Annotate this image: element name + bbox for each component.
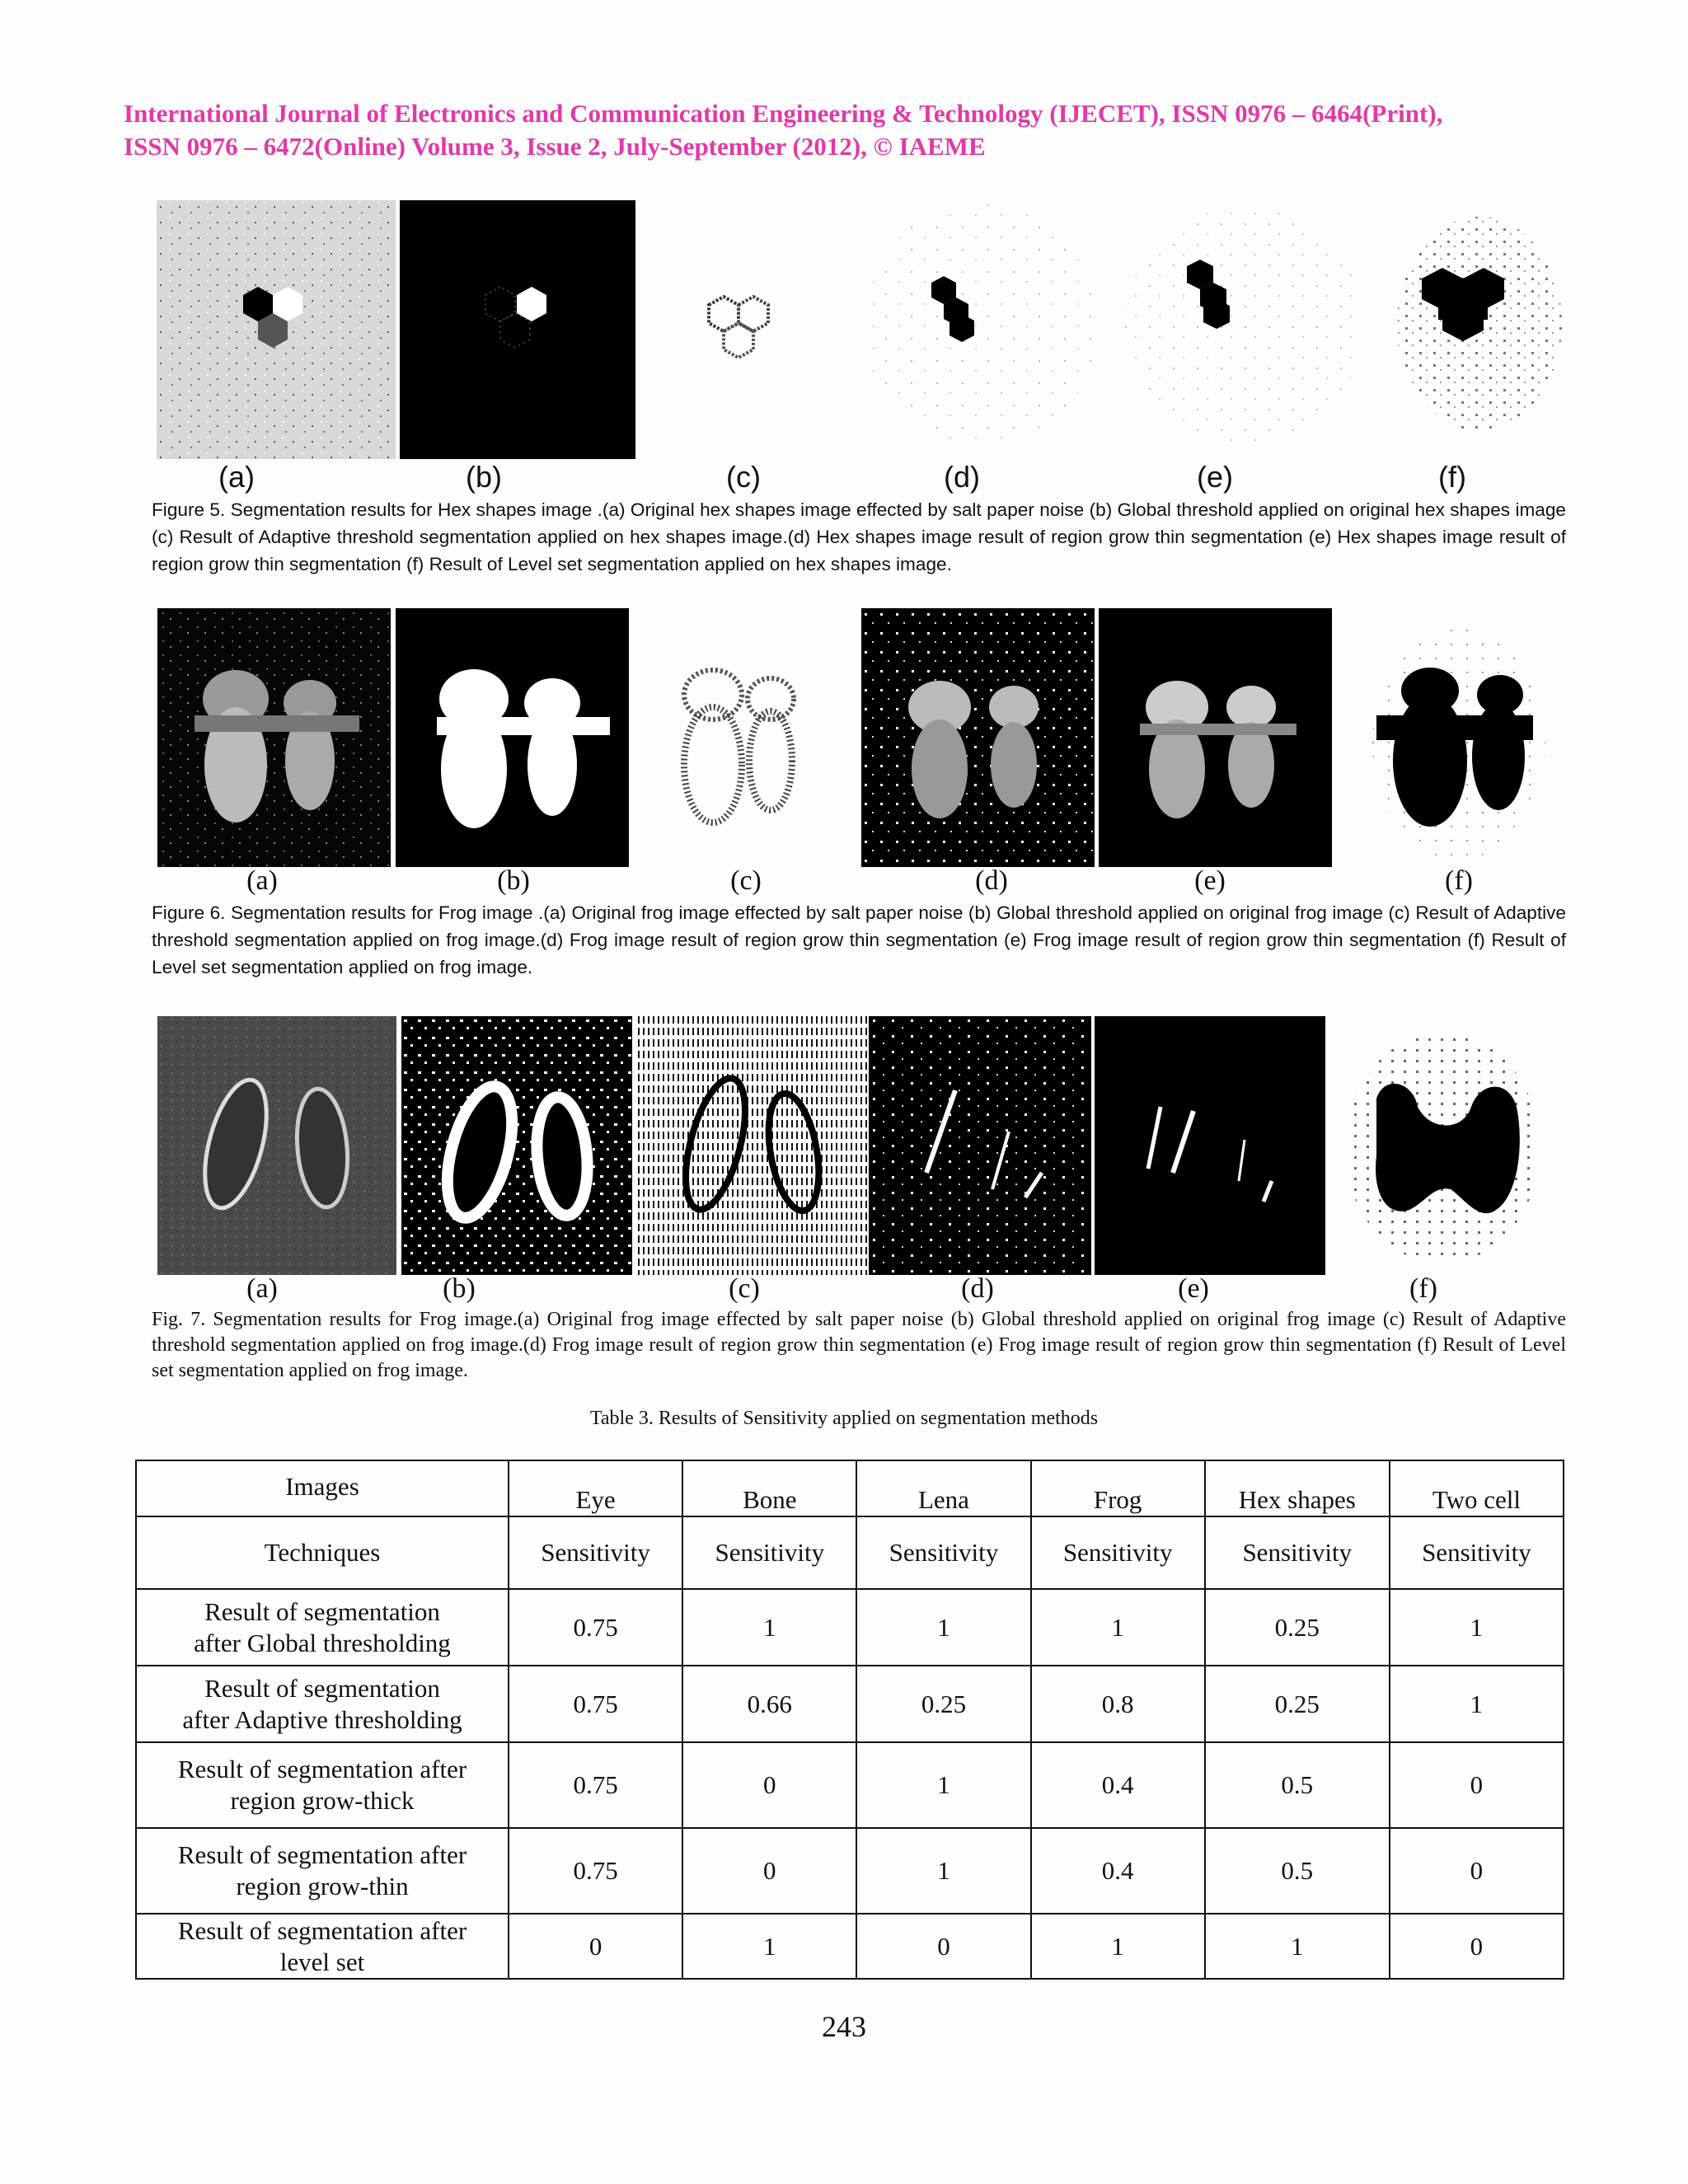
table-cell: 1 — [1390, 1589, 1564, 1666]
fig6-panel-d — [861, 608, 1095, 867]
journal-header — [124, 97, 1574, 163]
table-row — [136, 1589, 1564, 1666]
table-row — [136, 1828, 1564, 1914]
fig6-label-f: (f) — [1445, 865, 1473, 896]
fig5-panel-a — [157, 200, 396, 459]
table-cell: 1 — [1390, 1666, 1564, 1742]
figure5-caption: Figure 5. Segmentation results for Hex shapes image .(a) Original hex shapes image effected by salt paper noise (b) Global threshold applied on original hex shapes image (c) Result of Adaptive threshold segmentation applied on hex shapes image.(d) Hex shapes image result of region grow thin segmentation (e) Hex shapes image result of region grow thin segmentation (f) Result of Level set segmentation applied on hex shapes image. — [152, 499, 1566, 574]
row-label-line2: after Global thresholding — [194, 1628, 451, 1657]
table-cell: 1 — [856, 1828, 1030, 1914]
header-cell-eye: Eye — [509, 1460, 682, 1516]
table-cell: 1 — [1031, 1914, 1205, 1979]
figure7-caption: Fig. 7. Segmentation results for Frog image.(a) Original frog image effected by salt paper noise (b) Global threshold applied on original frog image (c) Result of Adaptive threshold segmentation applied on frog image.(d) Frog image result of region grow thin segmentation (e) Frog image result of region grow thin segmentation (f) Result of Level set segmentation applied on frog image. — [152, 1309, 1566, 1381]
header-cell-hex-shapes: Hex shapes — [1205, 1460, 1390, 1516]
header-cell-bone: Bone — [682, 1460, 856, 1516]
fig7-panel-a — [157, 1016, 396, 1275]
row-label — [136, 1666, 509, 1742]
table-cell: 0.5 — [1205, 1828, 1390, 1914]
table-cell: 0 — [1390, 1742, 1564, 1828]
table-cell: 0 — [1390, 1828, 1564, 1914]
table-cell: 0.8 — [1031, 1666, 1205, 1742]
header-cell-sensitivity: Sensitivity — [509, 1516, 682, 1589]
fig7-panel-d — [869, 1016, 1091, 1275]
fig6-panel-b — [396, 608, 629, 867]
row-label-line2: level set — [279, 1947, 365, 1976]
fig5-panel-d — [857, 200, 1104, 448]
table-cell: 0.75 — [509, 1828, 682, 1914]
fig6-panel-f — [1368, 625, 1550, 864]
page-number: 243 — [822, 2010, 866, 2043]
table-cell: 0.75 — [509, 1742, 682, 1828]
header-cell-sensitivity: Sensitivity — [856, 1516, 1030, 1589]
header-cell-sensitivity: Sensitivity — [682, 1516, 856, 1589]
fig7-label-e: (e) — [1178, 1273, 1209, 1304]
table-cell: 0.25 — [1205, 1666, 1390, 1742]
fig5-label-b: (b) — [466, 460, 502, 494]
fig7-panel-c — [637, 1016, 868, 1275]
row-label — [136, 1914, 509, 1979]
sensitivity-table — [135, 1460, 1564, 1980]
row-label — [136, 1742, 509, 1828]
row-label-line1: Result of segmentation after — [177, 1840, 467, 1869]
table-row — [136, 1742, 1564, 1828]
fig6-label-a: (a) — [246, 865, 278, 896]
fig6-label-c: (c) — [730, 865, 762, 896]
table-cell: 0.4 — [1031, 1742, 1205, 1828]
fig5-label-c: (c) — [726, 460, 761, 494]
table-cell: 0.5 — [1205, 1742, 1390, 1828]
table-cell: 1 — [856, 1589, 1030, 1666]
table-cell: 0 — [1390, 1914, 1564, 1979]
fig6-panel-c — [668, 616, 808, 864]
table-cell: 0.66 — [682, 1666, 856, 1742]
figure6-caption: Figure 6. Segmentation results for Frog image .(a) Original frog image effected by salt paper noise (b) Global threshold applied on original frog image (c) Result of Adaptive threshold segmentation applied on frog image.(d) Frog image result of region grow thin segmentation (e) Frog image result of region grow thin segmentation (f) Result of Level set segmentation applied on frog image. — [152, 902, 1566, 977]
fig5-panel-b — [400, 200, 635, 459]
fig7-label-b: (b) — [443, 1273, 476, 1304]
table-cell: 1 — [682, 1914, 856, 1979]
row-label-line2: after Adaptive thresholding — [182, 1704, 462, 1734]
fig7-label-a: (a) — [246, 1273, 278, 1304]
fig7-panel-e — [1095, 1016, 1325, 1275]
fig6-label-e: (e) — [1194, 865, 1226, 896]
figure-6 — [0, 608, 1688, 905]
header-cell-techniques: Techniques — [136, 1516, 509, 1589]
header-cell-two-cell: Two cell — [1390, 1460, 1564, 1516]
table-row — [136, 1914, 1564, 1979]
table-cell: 0.25 — [1205, 1589, 1390, 1666]
row-label — [136, 1589, 509, 1666]
fig5-label-a: (a) — [218, 460, 255, 494]
header-cell-images: Images — [136, 1460, 509, 1516]
table-cell: 0.25 — [856, 1666, 1030, 1742]
fig7-label-d: (d) — [961, 1273, 994, 1304]
table-cell: 1 — [1031, 1589, 1205, 1666]
row-label-line1: Result of segmentation after — [177, 1755, 467, 1783]
fig5-label-e: (e) — [1197, 460, 1233, 494]
fig5-panel-e — [1121, 200, 1368, 448]
table-cell: 0.75 — [509, 1589, 682, 1666]
table-header-row-1 — [136, 1460, 1564, 1516]
row-label-line2: region grow-thin — [236, 1872, 409, 1900]
fig6-label-b: (b) — [497, 865, 530, 896]
fig7-panel-b — [401, 1016, 632, 1275]
header-cell-sensitivity: Sensitivity — [1205, 1516, 1390, 1589]
table-cell: 1 — [1205, 1914, 1390, 1979]
table-cell: 1 — [856, 1742, 1030, 1828]
journal-header-line1: International Journal of Electronics and Communication Engineering & Technology (IJECET), ISSN 0976 – 6464(Print), — [124, 99, 1443, 128]
table-header-row-2 — [136, 1516, 1564, 1589]
table-row — [136, 1666, 1564, 1742]
fig5-panel-f — [1389, 200, 1570, 448]
table-cell: 0.75 — [509, 1666, 682, 1742]
table-cell: 0 — [856, 1914, 1030, 1979]
fig6-panel-e — [1099, 608, 1332, 867]
fig5-label-d: (d) — [944, 460, 980, 494]
row-label-line2: region grow-thick — [230, 1786, 415, 1815]
table-cell: 0.4 — [1031, 1828, 1205, 1914]
table-cell: 0 — [682, 1742, 856, 1828]
row-label-line1: Result of segmentation — [204, 1596, 440, 1626]
table-cell: 0 — [682, 1828, 856, 1914]
fig7-label-f: (f) — [1409, 1273, 1437, 1304]
header-cell-frog: Frog — [1031, 1460, 1205, 1516]
fig6-panel-a — [157, 608, 391, 867]
table-cell: 0 — [509, 1914, 682, 1979]
header-cell-sensitivity: Sensitivity — [1390, 1516, 1564, 1589]
fig5-label-f: (f) — [1438, 460, 1466, 494]
fig6-label-d: (d) — [975, 865, 1008, 896]
row-label — [136, 1828, 509, 1914]
table3-caption: Table 3. Results of Sensitivity applied on segmentation methods — [589, 1408, 1099, 1429]
header-cell-lena: Lena — [856, 1460, 1030, 1516]
table-cell: 1 — [682, 1589, 856, 1666]
journal-header-line2: ISSN 0976 – 6472(Online) Volume 3, Issue 2, July-September (2012), © IAEME — [124, 132, 986, 161]
fig7-label-c: (c) — [729, 1273, 760, 1304]
fig5-panel-c — [684, 287, 799, 386]
row-label-line1: Result of segmentation — [204, 1673, 440, 1703]
header-cell-sensitivity: Sensitivity — [1031, 1516, 1205, 1589]
figure-7 — [0, 1016, 1688, 1313]
row-label-line1: Result of segmentation after — [177, 1915, 467, 1945]
fig7-panel-f — [1339, 1024, 1545, 1272]
